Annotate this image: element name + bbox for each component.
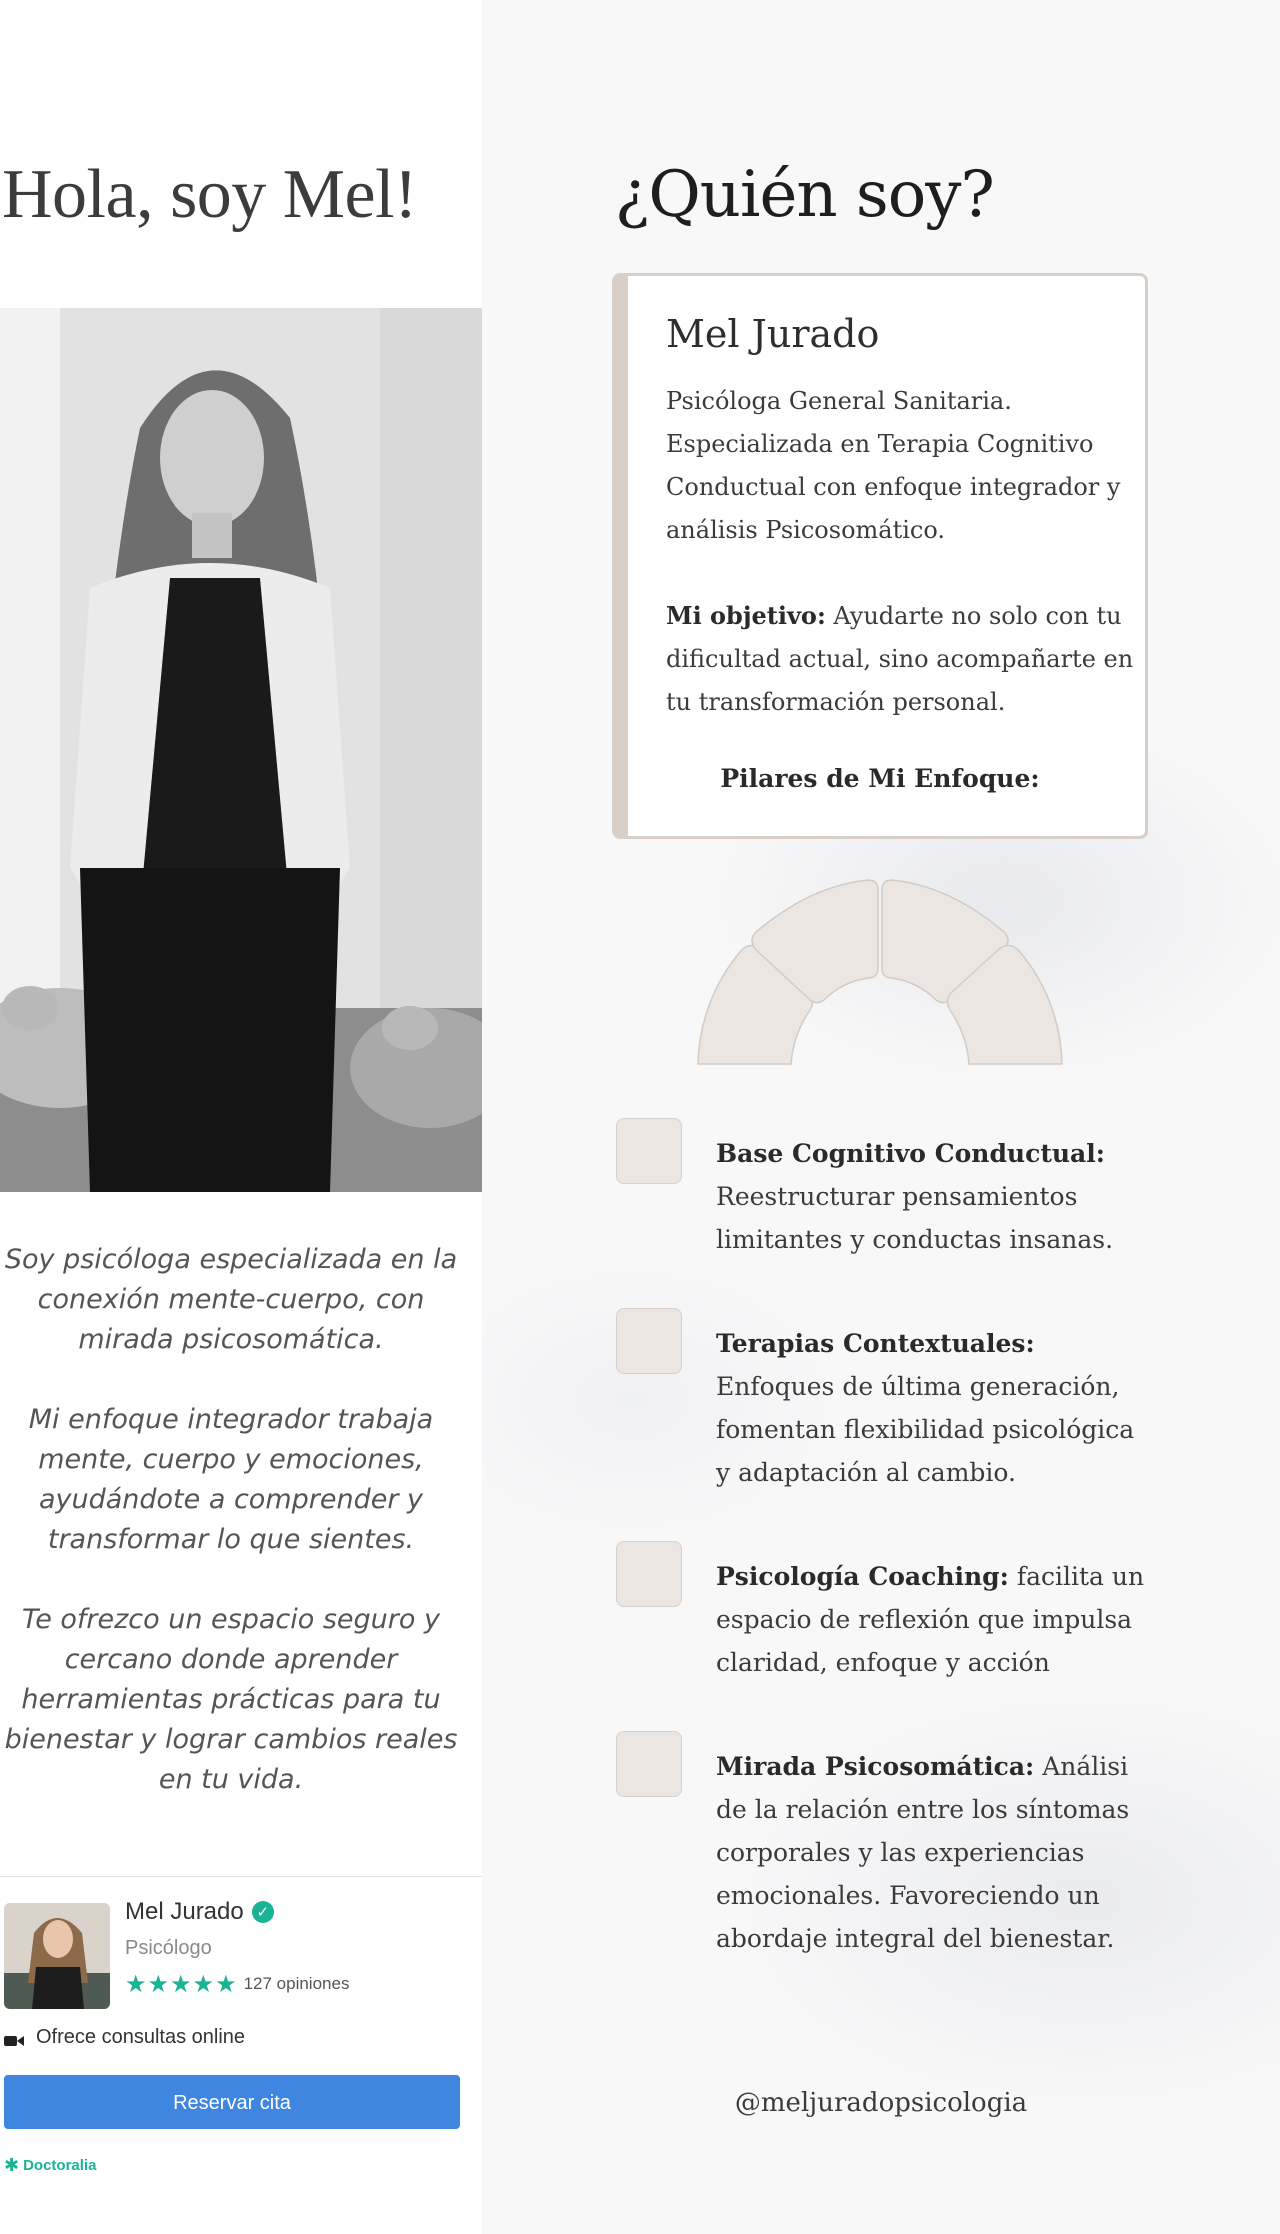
pillar-item (716, 1555, 1156, 1684)
divider (0, 1876, 482, 1877)
intro-paragraph: Mi enfoque integrador trabaja mente, cuerpo y emociones, ayudándote a comprender y transformar lo que sientes. (28, 1404, 434, 1555)
pillar-title: Terapias Contextuales: (716, 1329, 1035, 1358)
book-appointment-button[interactable]: Reservar cita (4, 2075, 460, 2129)
pillar-description: Análisi de la relación entre los síntomas corporales y las experiencias emocionales. Favoreciendo un abordaje integral del bienestar. (716, 1752, 1130, 1953)
pillars-arc-graphic (690, 872, 1070, 1072)
star-rating-icon: ★★★★★ (125, 1970, 238, 1998)
pillar-icon-box (616, 1731, 682, 1797)
doctor-specialty: Psicólogo (125, 1937, 212, 1959)
pillars-heading: Pilares de Mi Enfoque: (720, 764, 1040, 793)
pillar-item (716, 1322, 1156, 1494)
doctor-rating[interactable] (125, 1970, 349, 1998)
greeting-title: Hola, soy Mel! (2, 156, 417, 233)
pillar-icon-box (616, 1308, 682, 1374)
pillar-item (716, 1132, 1156, 1261)
pillar-description: facilita un espacio de reflexión que impulsa claridad, enfoque y acción (716, 1562, 1145, 1677)
about-title: ¿Quién soy? (615, 158, 994, 232)
card-goal (666, 594, 1136, 724)
doctoralia-logo[interactable] (4, 2155, 96, 2176)
pillar-title: Base Cognitivo Conductual: (716, 1139, 1105, 1168)
intro-paragraph: Te ofrezco un espacio seguro y cercano donde aprender herramientas prácticas para tu bienestar y lograr cambios reales en tu vida. (4, 1604, 458, 1795)
pillar-icon-box (616, 1118, 682, 1184)
review-count[interactable]: 127 opiniones (243, 1974, 350, 1993)
card-name: Mel Jurado (666, 312, 880, 356)
intro-text (0, 1240, 462, 1840)
pillar-description: Enfoques de última generación, fomentan flexibilidad psicológica y adaptación al cambio. (716, 1372, 1135, 1487)
pillar-title: Mirada Psicosomática: (716, 1752, 1035, 1781)
doctor-name-label[interactable]: Mel Jurado (125, 1898, 244, 1925)
online-consult-label: Ofrece consultas online (36, 2026, 246, 2048)
goal-text: Ayudarte no solo con tu dificultad actual, sino acompañarte en tu transformación personal. (666, 602, 1134, 716)
left-column (0, 0, 482, 2234)
doctor-name[interactable] (125, 1898, 274, 1926)
card-description: Psicóloga General Sanitaria. Especializada en Terapia Cognitivo Conductual con enfoque integrador y análisis Psicosomático. (666, 387, 1121, 544)
intro-paragraph: Soy psicóloga especializada en la conexión mente-cuerpo, con mirada psicosomática. (4, 1244, 458, 1355)
social-handle[interactable]: @meljuradopsicologia (734, 2088, 1028, 2118)
pillar-title: Psicología Coaching: (716, 1562, 1009, 1591)
doctoralia-brand-label: Doctoralia (23, 2157, 97, 2174)
online-consult (4, 2026, 245, 2049)
pillar-item (716, 1745, 1156, 1960)
verified-check-icon: ✓ (252, 1901, 274, 1923)
about-card (612, 273, 1148, 839)
video-camera-icon (4, 2031, 24, 2045)
goal-label: Mi objetivo: (666, 601, 826, 630)
doctoralia-star-icon: ✱ (4, 2155, 20, 2176)
pillar-description: Reestructurar pensamientos limitantes y conductas insanas. (716, 1182, 1114, 1254)
pillar-icon-box (616, 1541, 682, 1607)
doctor-avatar[interactable] (4, 1903, 110, 2009)
profile-photo (0, 308, 482, 1192)
